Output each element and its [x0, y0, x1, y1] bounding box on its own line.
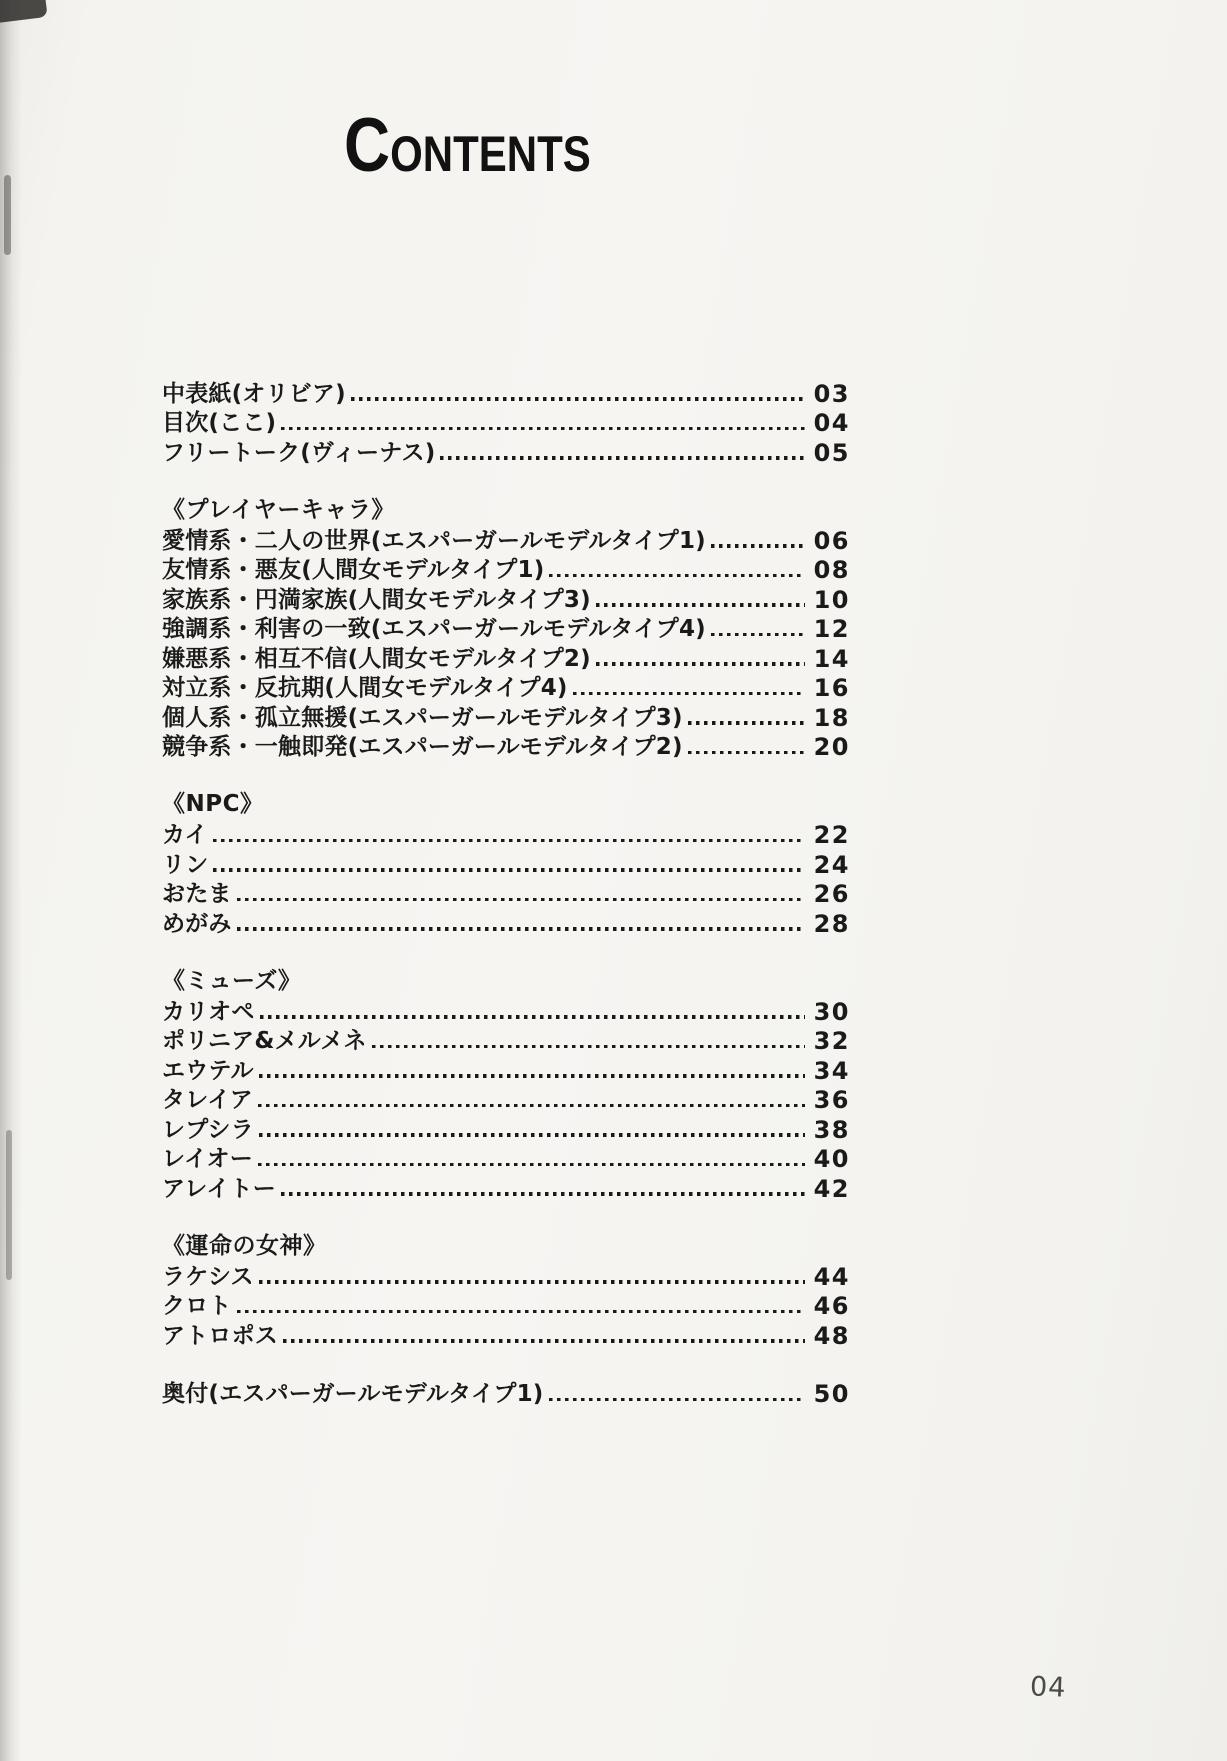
toc-list: [162, 378, 850, 1408]
toc-page-number: 32: [813, 1027, 850, 1055]
toc-entry-label: 目次(ここ): [162, 410, 277, 436]
toc-dot-leader: [372, 1045, 805, 1049]
toc-section-header: 《プレイヤーキャラ》: [162, 496, 395, 523]
toc-entry-label: おたま: [162, 881, 232, 907]
toc-entry-label: アトロポス: [162, 1322, 278, 1349]
folio-page-number: 04: [1029, 1671, 1067, 1704]
toc-entry-label: 友情系・悪友(人間女モデルタイプ1): [162, 557, 545, 583]
toc-dot-leader: [711, 633, 805, 637]
toc-entry-label: 個人系・孤立無援(エスパーガールモデルタイプ3): [162, 704, 683, 731]
toc-entry-label: エウテル: [162, 1057, 254, 1084]
toc-page-number: 20: [813, 733, 850, 761]
toc-dot-leader: [711, 544, 805, 548]
toc-dot-leader: [351, 397, 805, 401]
toc-row: [162, 1144, 850, 1174]
toc-page-number: 48: [813, 1321, 850, 1350]
toc-dot-leader: [237, 1310, 805, 1314]
toc-row: [162, 879, 850, 909]
toc-row: [162, 408, 850, 438]
toc-dot-leader: [596, 662, 805, 666]
toc-row: [162, 1026, 850, 1056]
toc-row: [162, 820, 850, 850]
toc-row: [162, 1379, 850, 1409]
toc-dot-leader: [259, 1280, 805, 1284]
toc-entry-label: タレイア: [162, 1087, 253, 1113]
toc-row: [162, 1085, 850, 1115]
toc-section: [162, 1379, 850, 1409]
scan-edge-shadow: [0, 0, 22, 1761]
toc-dot-leader: [258, 1163, 805, 1167]
toc-entry-label: 家族系・円満家族(人間女モデルタイプ3): [162, 586, 591, 613]
toc-row: [162, 584, 850, 614]
toc-dot-leader: [283, 1339, 805, 1343]
toc-row: [162, 1320, 850, 1350]
toc-page-number: 05: [813, 438, 850, 467]
toc-section-header: 《NPC》: [162, 791, 264, 817]
toc-row: [162, 437, 850, 467]
toc-dot-leader: [596, 603, 805, 607]
toc-row: [162, 643, 850, 673]
toc-page-number: 10: [813, 585, 850, 614]
toc-dot-leader: [281, 1192, 805, 1196]
toc-row: [162, 1173, 850, 1203]
toc-row: [162, 849, 850, 879]
toc-entry-label: 競争系・一触即発(エスパーガールモデルタイプ2): [162, 734, 683, 760]
toc-entry-label: フリートーク(ヴィーナス): [162, 439, 436, 466]
toc-section: [162, 1232, 850, 1350]
toc-entry-label: ラケシス: [162, 1263, 254, 1290]
toc-row: [162, 1055, 850, 1085]
toc-section: [162, 496, 850, 762]
toc-entry-label: 奥付(エスパーガールモデルタイプ1): [162, 1381, 544, 1407]
toc-row: [162, 614, 850, 644]
toc-dot-leader: [549, 1398, 806, 1402]
toc-row: [162, 1261, 850, 1291]
contents-title: CONTENTS: [344, 103, 591, 188]
toc-dot-leader: [688, 751, 805, 755]
toc-dot-leader: [237, 898, 805, 902]
toc-page-number: 12: [813, 615, 850, 643]
toc-row: [162, 1291, 850, 1321]
toc-page-number: 40: [813, 1145, 850, 1173]
toc-section: [162, 378, 850, 467]
toc-dot-leader: [259, 1074, 805, 1078]
toc-row: [162, 732, 850, 762]
toc-page-number: 38: [813, 1115, 850, 1144]
toc-page-number: 22: [813, 821, 850, 849]
toc-row: [162, 908, 850, 938]
toc-dot-leader: [549, 574, 805, 578]
toc-row: [162, 525, 850, 555]
toc-page-number: 44: [813, 1262, 850, 1291]
toc-page-number: 50: [813, 1380, 850, 1408]
toc-section-header: 《運命の女神》: [162, 1232, 327, 1259]
toc-entry-label: カリオペ: [162, 998, 255, 1025]
toc-page-number: 30: [813, 997, 850, 1026]
toc-page-number: 34: [813, 1056, 850, 1085]
toc-page-number: 26: [813, 880, 850, 908]
toc-entry-label: カイ: [162, 822, 208, 848]
toc-dot-leader: [281, 427, 805, 431]
toc-entry-label: ポリニア&メルメネ: [162, 1028, 367, 1054]
toc-page-number: 42: [813, 1174, 850, 1203]
toc-page-number: 03: [813, 379, 850, 408]
toc-page-number: 18: [813, 703, 850, 732]
toc-page-number: 28: [813, 909, 850, 938]
scan-artifact-corner: [0, 0, 48, 23]
toc-entry-label: レイオー: [162, 1146, 253, 1172]
toc-dot-leader: [260, 1015, 805, 1019]
toc-entry-label: 嫌悪系・相互不信(人間女モデルタイプ2): [162, 645, 591, 672]
toc-page-number: 14: [813, 644, 850, 673]
toc-page-number: 08: [813, 556, 850, 584]
toc-entry-label: 中表紙(オリビア): [162, 380, 346, 407]
scan-artifact-left-bottom: [6, 1130, 12, 1280]
toc-dot-leader: [213, 868, 805, 872]
toc-row: [162, 1114, 850, 1144]
toc-entry-label: 対立系・反抗期(人間女モデルタイプ4): [162, 675, 568, 701]
toc-dot-leader: [573, 692, 805, 696]
toc-dot-leader: [440, 456, 805, 460]
toc-page-number: 16: [813, 674, 850, 702]
toc-dot-leader: [688, 721, 805, 725]
toc-dot-leader: [237, 927, 805, 931]
toc-row: [162, 996, 850, 1026]
toc-entry-label: リン: [162, 851, 209, 878]
toc-row: [162, 378, 850, 408]
toc-page-number: 24: [813, 850, 850, 879]
toc-section: [162, 790, 850, 938]
toc-page-number: 06: [813, 526, 850, 555]
toc-row: [162, 702, 850, 732]
toc-section-header: 《ミューズ》: [162, 967, 302, 994]
toc-page-number: 04: [813, 409, 850, 437]
toc-entry-label: 強調系・利害の一致(エスパーガールモデルタイプ4): [162, 616, 706, 642]
toc-section: [162, 967, 850, 1203]
toc-dot-leader: [259, 1133, 805, 1137]
toc-dot-leader: [258, 1104, 805, 1108]
toc-page-number: 46: [813, 1292, 850, 1320]
scan-artifact-left-top: [4, 175, 11, 255]
toc-row: [162, 673, 850, 703]
toc-dot-leader: [213, 839, 805, 843]
toc-entry-label: 愛情系・二人の世界(エスパーガールモデルタイプ1): [162, 527, 706, 554]
toc-page-number: 36: [813, 1086, 850, 1114]
toc-entry-label: クロト: [162, 1293, 232, 1319]
toc-entry-label: レプシラ: [162, 1116, 254, 1143]
toc-entry-label: アレイトー: [162, 1175, 276, 1202]
toc-row: [162, 555, 850, 585]
toc-entry-label: めがみ: [162, 910, 232, 937]
